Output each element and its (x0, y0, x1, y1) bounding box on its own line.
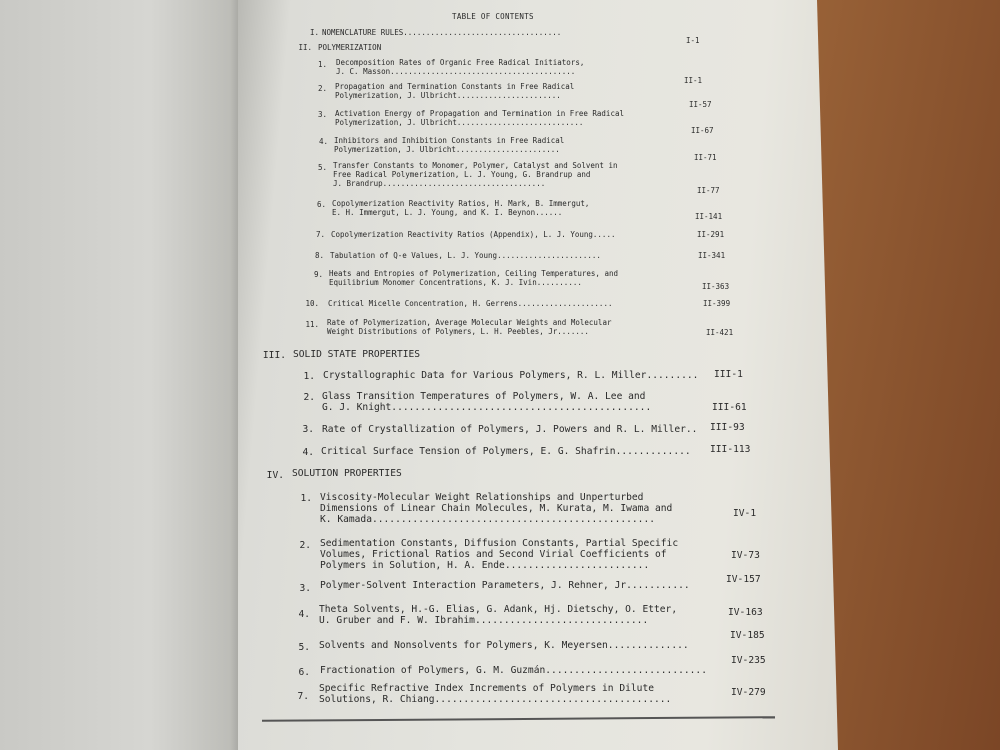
section-number: I. (309, 28, 319, 37)
entry-text: Inhibitors and Inhibition Constants in Free Radical Polymerization, J. Ulbricht....................... (334, 136, 565, 154)
entry-number: 3. (302, 424, 314, 435)
page-ref: II-291 (697, 230, 725, 239)
entry-text: Tabulation of Q-e Values, L. J. Young....................... (330, 251, 601, 260)
entry-text: Activation Energy of Propagation and Termination in Free Radical Polymerization, J. Ulbricht............................ (335, 109, 624, 127)
page-ref: II-67 (691, 126, 714, 135)
entry-text: Transfer Constants to Monomer, Polymer, Catalyst and Solvent in Free Radical Polymerization, L. J. Young, G. Brandrup and J. Brandrup.................................... (333, 161, 618, 188)
section-label: POLYMERIZATION (318, 43, 382, 52)
page-ref: IV-185 (730, 630, 765, 641)
section-label: SOLID STATE PROPERTIES (293, 349, 421, 360)
entry-number: 2. (299, 540, 311, 551)
entry-text: Crystallographic Data for Various Polymers, R. L. Miller......... (323, 370, 699, 381)
entry-number: 3. (317, 110, 327, 119)
entry-text: Fractionation of Polymers, G. M. Guzmán............................ (320, 665, 707, 676)
entry-number: 3. (299, 583, 311, 594)
page-ref: II-57 (689, 100, 712, 109)
entry-number: 1. (300, 493, 312, 504)
entry-number: 1. (303, 371, 315, 382)
entry-number: 11. (305, 320, 319, 329)
entry-number: 7. (315, 230, 325, 239)
page-ref: III-93 (710, 422, 745, 433)
section-label: NOMENCLATURE RULES................................... (322, 28, 562, 37)
entry-text: Rate of Crystallization of Polymers, J. Powers and R. L. Miller.. (322, 424, 698, 435)
page-ref: II-141 (695, 212, 723, 221)
page-ref: IV-1 (733, 508, 757, 519)
entry-number: 2. (317, 84, 327, 93)
section-number: III. (262, 350, 286, 361)
entry-number: 8. (314, 251, 324, 260)
page-ref: II-77 (697, 186, 720, 195)
page-ref: II-341 (698, 251, 726, 260)
entry-number: 4. (318, 137, 328, 146)
entry-text: Sedimentation Constants, Diffusion Constants, Partial Specific Volumes, Frictional Ratios and Second Virial Coefficients of Polymers in Solution, H. A. Ende......................... (320, 538, 679, 571)
section-number: II. (298, 43, 312, 52)
section-number: IV. (266, 470, 284, 481)
page-ref: II-421 (706, 328, 734, 337)
entry-number: 7. (297, 691, 309, 702)
entry-text: Critical Surface Tension of Polymers, E. G. Shafrin............. (321, 446, 691, 457)
page-ref: IV-163 (728, 607, 763, 618)
toc-title: TABLE OF CONTENTS (452, 12, 534, 21)
page-ref: II-71 (694, 153, 717, 162)
entry-number: 2. (303, 392, 315, 403)
page-ref: I-1 (686, 36, 700, 45)
page-ref: II-363 (702, 282, 730, 291)
entry-text: Copolymerization Reactivity Ratios (Appendix), L. J. Young..... (331, 230, 616, 239)
entry-text: Solvents and Nonsolvents for Polymers, K. Meyersen.............. (319, 640, 689, 651)
entry-number: 1. (317, 60, 327, 69)
entry-text: Copolymerization Reactivity Ratios, H. Mark, B. Immergut, E. H. Immergut, L. J. Young, and K. I. Beynon...... (332, 199, 590, 217)
page-ref: II-1 (684, 76, 703, 85)
entry-number: 10. (305, 299, 319, 308)
entry-text: Propagation and Termination Constants in Free Radical Polymerization, J. Ulbricht....................... (335, 82, 575, 100)
entry-number: 6. (298, 667, 310, 678)
entry-number: 4. (302, 447, 314, 458)
entry-number: 5. (317, 163, 327, 172)
page-ref: III-1 (714, 369, 743, 380)
entry-text: Theta Solvents, H.-G. Elias, G. Adank, Hj. Dietschy, O. Etter, U. Gruber and F. W. Ibrahim.............................. (319, 604, 678, 626)
entry-text: Polymer-Solvent Interaction Parameters, J. Rehner, Jr........... (320, 580, 690, 591)
entry-number: 9. (313, 270, 323, 279)
entry-text: Decomposition Rates of Organic Free Radical Initiators, J. C. Masson......................................... (336, 58, 585, 76)
page-ref: II-399 (703, 299, 731, 308)
entry-number: 4. (298, 609, 310, 620)
page-ref: III-61 (712, 402, 747, 413)
page-ref: IV-157 (726, 574, 761, 585)
entry-text: Glass Transition Temperatures of Polymers, W. A. Lee and G. J. Knight............................................. (322, 391, 652, 413)
page-ref: IV-279 (731, 687, 766, 698)
entry-number: 5. (298, 642, 310, 653)
entry-text: Rate of Polymerization, Average Molecular Weights and Molecular Weight Distributions of Polymers, L. H. Peebles, Jr....... (327, 318, 612, 336)
page-ref: IV-235 (731, 655, 766, 666)
entry-number: 6. (316, 200, 326, 209)
section-label: SOLUTION PROPERTIES (292, 468, 402, 479)
page-ref: IV-73 (731, 550, 760, 561)
entry-text: Viscosity-Molecular Weight Relationships and Unperturbed Dimensions of Linear Chain Molecules, M. Kurata, M. Iwama and K. Kamada................................................. (320, 492, 673, 525)
entry-text: Specific Refractive Index Increments of Polymers in Dilute Solutions, R. Chiang......................................... (319, 683, 672, 705)
entry-text: Critical Micelle Concentration, H. Gerrens..................... (328, 299, 613, 308)
entry-text: Heats and Entropies of Polymerization, Ceiling Temperatures, and Equilibrium Monomer Concentrations, K. J. Ivin.......... (329, 269, 618, 287)
page-ref: III-113 (710, 444, 751, 455)
